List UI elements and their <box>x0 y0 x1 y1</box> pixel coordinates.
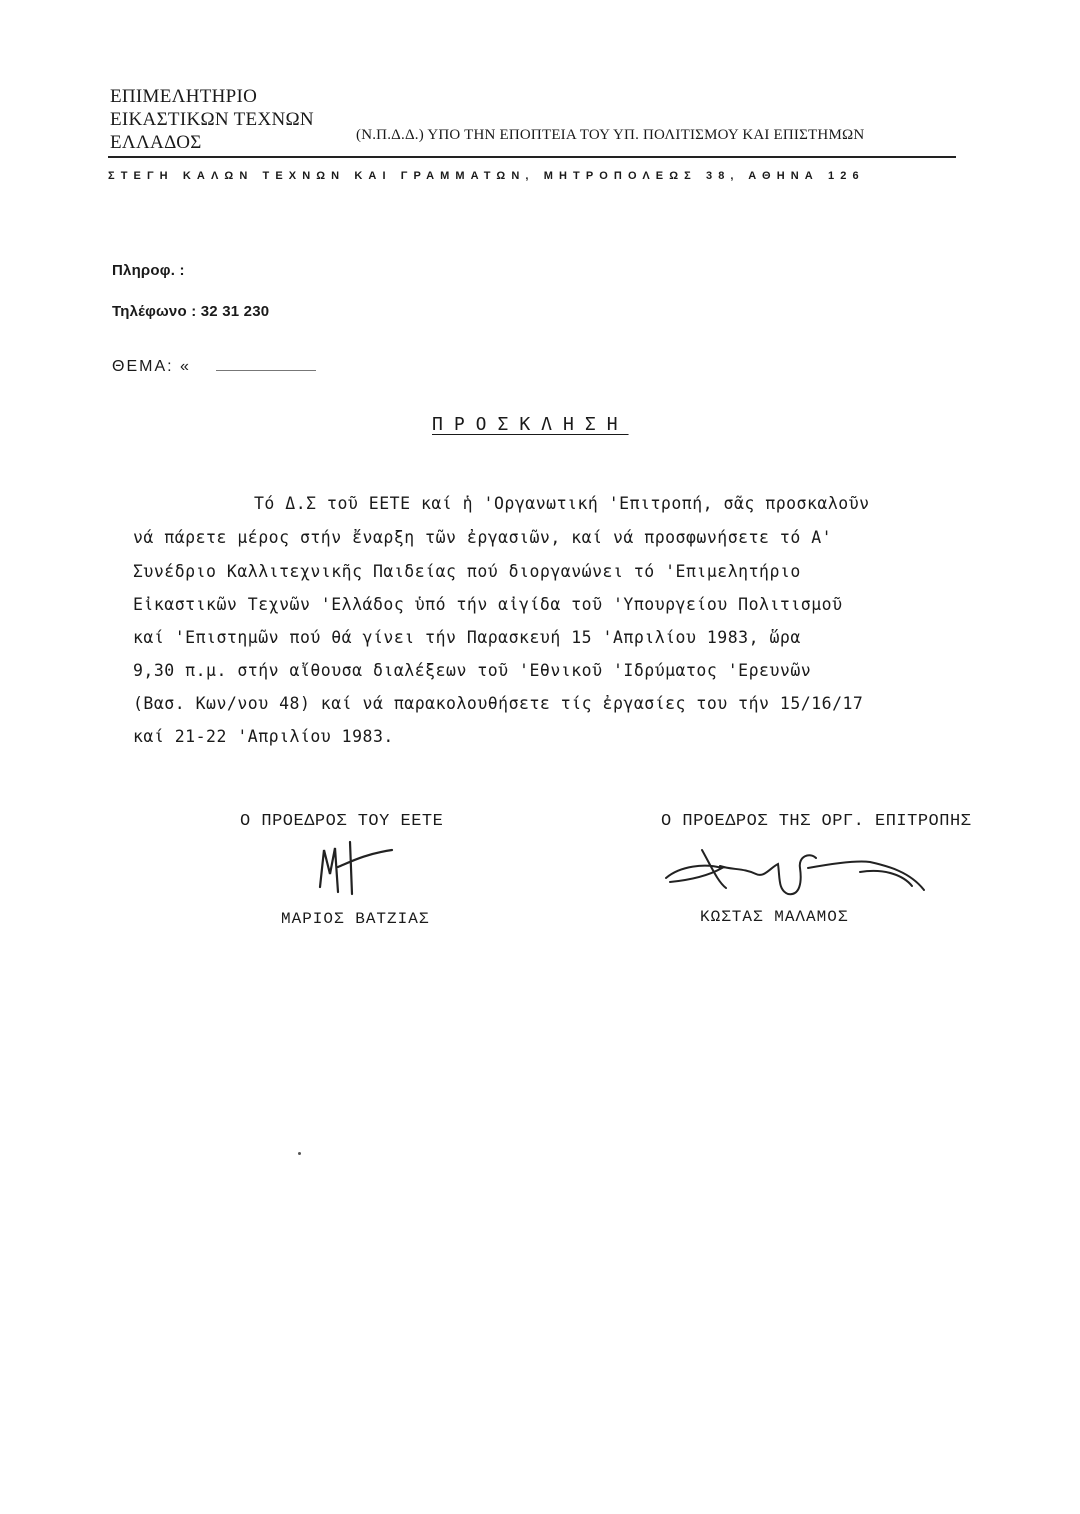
body-line-6: 9,30 π.μ. στήν αἴθουσα διαλέξεων τοῦ 'Εθνικοῦ 'Ιδρύματος 'Ερευνῶν <box>133 661 812 680</box>
info-label: Πληροφ. : <box>112 262 185 279</box>
subject-label: ΘΕΜΑ: « <box>112 358 191 375</box>
subject-blank-line <box>216 370 316 371</box>
body-line-8: καί 21-22 'Απριλίου 1983. <box>133 727 394 746</box>
left-signatory-name: ΜΑΡΙΟΣ ΒΑΤΖΙΑΣ <box>281 910 430 928</box>
body-line-4: Εἰκαστικῶν Τεχνῶν 'Ελλάδος ὑπό τήν αἰγίδα τοῦ 'Υπουργείου Πολιτισμοῦ <box>133 595 843 614</box>
right-handwritten-signature <box>660 838 930 908</box>
left-handwritten-signature <box>310 832 400 902</box>
phone-value: 32 31 230 <box>200 303 270 320</box>
phone-row <box>112 303 269 320</box>
body-line-2: νά πάρετε μέρος στήν ἔναρξη τῶν ἐργασιῶν, καί νά προσφωνήσετε τό Α' <box>133 528 833 547</box>
right-signatory-title: Ο ΠΡΟΕΔΡΟΣ ΤΗΣ ΟΡΓ. ΕΠΙΤΡΟΠΗΣ <box>661 812 972 831</box>
left-signatory-title: Ο ΠΡΟΕΔΡΟΣ ΤΟΥ ΕΕΤΕ <box>240 812 444 831</box>
scan-speck <box>298 1152 301 1155</box>
right-signatory-name: ΚΩΣΤΑΣ ΜΑΛΑΜΟΣ <box>700 908 849 926</box>
supervision-line: (Ν.Π.Δ.Δ.) ΥΠΟ ΤΗΝ ΕΠΟΠΤΕΙΑ ΤΟΥ ΥΠ. ΠΟΛΙΤΙΣΜΟΥ ΚΑΙ ΕΠΙΣΤΗΜΩΝ <box>356 127 865 143</box>
org-name-line-3: ΕΛΛΑΔΟΣ <box>110 132 202 153</box>
letterhead-divider <box>108 156 956 158</box>
body-line-5: καί 'Επιστημῶν πού θά γίνει τήν Παρασκευή 15 'Απριλίου 1983, ὥρα <box>133 628 801 647</box>
address-line: ΣΤΕΓΗ ΚΑΛΩΝ ΤΕΧΝΩΝ ΚΑΙ ΓΡΑΜΜΑΤΩΝ, ΜΗΤΡΟΠΟΛΕΩΣ 38, ΑΘΗΝΑ 126 <box>108 170 865 182</box>
org-name-line-2: ΕΙΚΑΣΤΙΚΩΝ ΤΕΧΝΩΝ <box>110 109 314 130</box>
body-line-1: Τό Δ.Σ τοῦ ΕΕΤΕ καί ἡ 'Οργανωτική 'Επιτροπή, σᾶς προσκαλοῦν <box>254 494 870 513</box>
phone-label: Τηλέφωνο : <box>112 303 197 320</box>
invitation-title: ΠΡΟΣΚΛΗΣΗ <box>432 414 629 435</box>
org-name-line-1: ΕΠΙΜΕΛΗΤΗΡΙΟ <box>110 86 258 107</box>
body-line-7: (Βασ. Κων/νου 48) καί νά παρακολουθήσετε τίς ἐργασίες του τήν 15/16/17 <box>133 694 864 713</box>
body-line-3: Συνέδριο Καλλιτεχνικῆς Παιδείας πού διοργανώνει τό 'Επιμελητήριο <box>133 562 801 581</box>
